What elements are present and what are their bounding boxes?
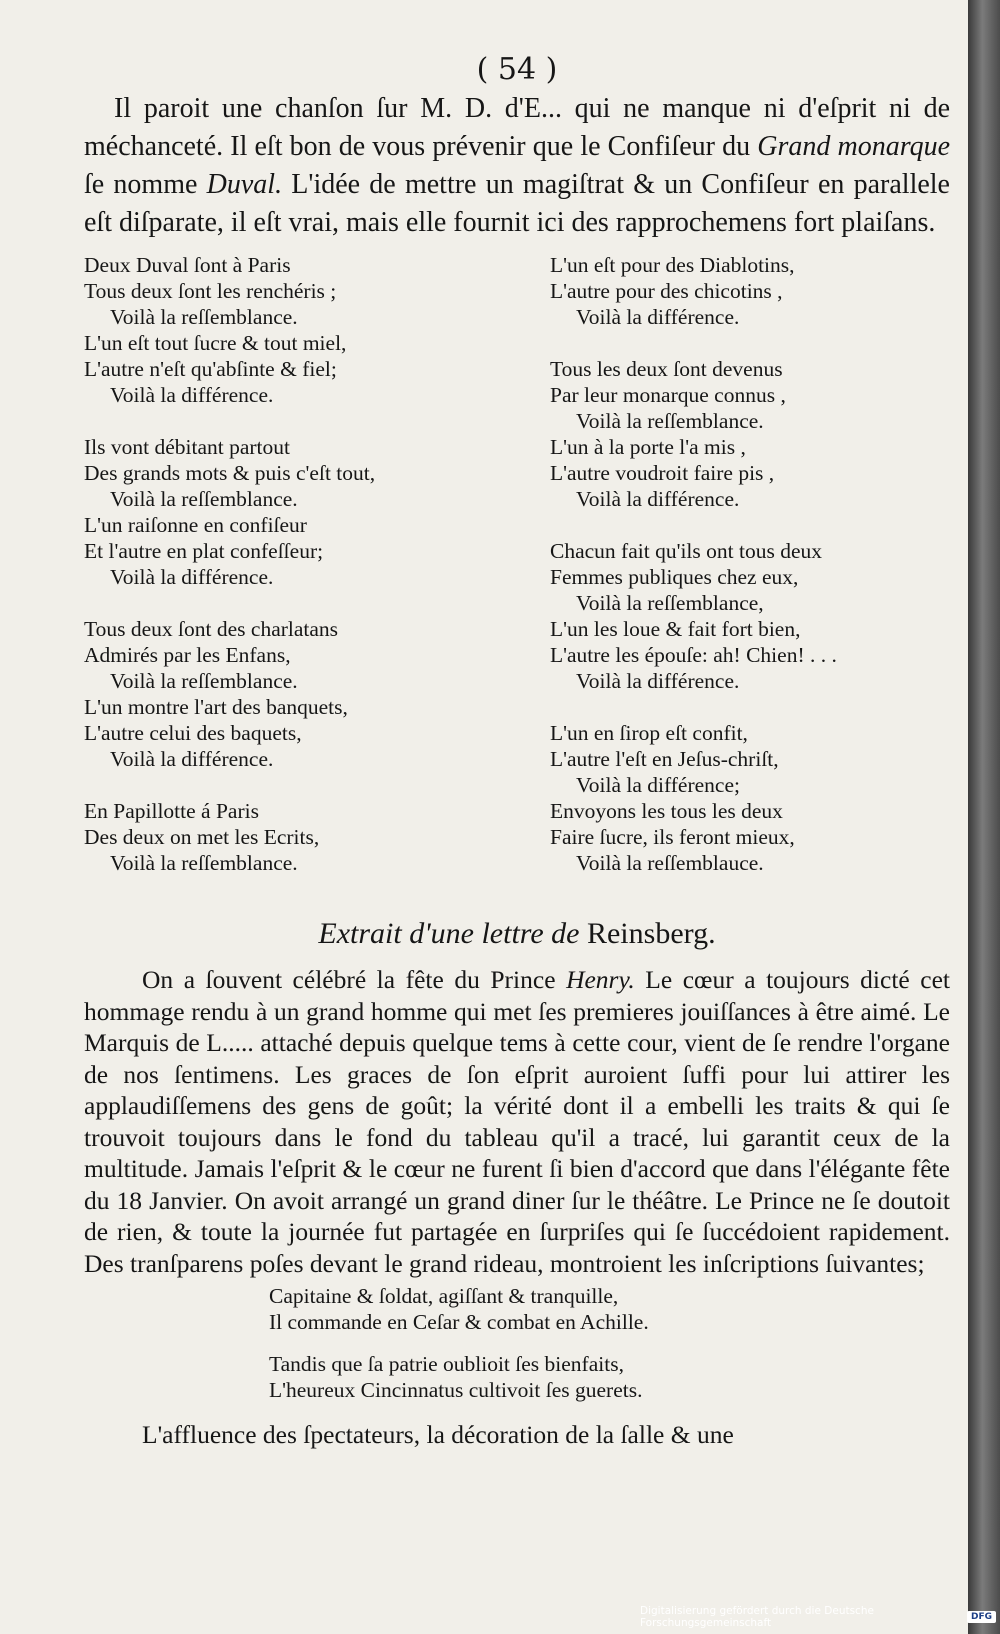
verse-line: L'autre voudroit faire pis ,: [550, 461, 775, 485]
verse-line: L'un les loue & fait fort bien,: [550, 617, 801, 641]
letter-paragraph: [84, 964, 950, 1279]
verse-line: L'un en ſirop eſt confit,: [550, 721, 748, 745]
digitization-footer: [640, 1606, 996, 1628]
verse-line: Tous les deux ſont devenus: [550, 357, 783, 381]
verse-line: L'autre celui des baquets,: [84, 721, 302, 745]
verse-line: L'autre n'eſt qu'abſinte & fiel;: [84, 357, 337, 381]
dfg-logo: DFG: [967, 1611, 996, 1623]
inscription-line: L'heureux Cincinnatus cultivoit ſes guerets.: [269, 1378, 643, 1402]
refrain-line: Voilà la reſſemblance.: [110, 487, 298, 511]
footer-credit: Digitalisierung gefördert durch die Deutsche Forschungsgemeinschaft: [640, 1605, 874, 1629]
intro-text-2: ſe nomme: [84, 169, 207, 200]
inscription-line: Tandis que ſa patrie oublioit ſes bienfaits,: [269, 1352, 624, 1376]
verse-line: Faire ſucre, ils feront mieux,: [550, 825, 795, 849]
verse-line: Deux Duval ſont à Paris: [84, 253, 291, 277]
refrain-line: Voilà la différence.: [110, 747, 274, 771]
refrain-line: Voilà la reſſemblauce.: [576, 851, 764, 875]
stanza: [550, 252, 950, 330]
intro-text-3: L'idée de mettre un magiſtrat & un Confiſeur en parallele eſt diſparate, il eſt vrai, mais elle fournit ici des rapprochemens fort plaiſans.: [84, 169, 950, 238]
verse-line: L'un montre l'art des banquets,: [84, 695, 348, 719]
refrain-line: Voilà la différence.: [576, 305, 740, 329]
intro-paragraph: [84, 90, 950, 242]
page-edge: [968, 0, 1000, 1634]
inscription-line: Il commande en Ceſar & combat en Achille.: [269, 1310, 649, 1334]
refrain-line: Voilà la différence.: [110, 383, 274, 407]
verse-line: Ils vont débitant partout: [84, 435, 291, 459]
song-left-column: [84, 252, 514, 902]
verse-line: L'autre l'eſt en Jeſus-chriſt,: [550, 747, 779, 771]
letter-heading-place: Reinsberg.: [579, 917, 716, 950]
intro-italic-duval: Duval.: [206, 169, 283, 200]
verse-line: En Papillotte á Paris: [84, 799, 259, 823]
verse-line: L'autre les épouſe: ah! Chien! . . .: [550, 643, 837, 667]
letter-text-1: On a ſouvent célébré la fête du Prince: [142, 965, 567, 994]
intro-text: [84, 90, 950, 242]
verse-line: Des grands mots & puis c'eſt tout,: [84, 461, 376, 485]
stanza: [550, 538, 950, 694]
song-verses: [84, 252, 950, 902]
verse-line: L'un eſt pour des Diablotins,: [550, 253, 795, 277]
letter-italic-henry: Henry.: [566, 965, 635, 994]
inscription: [269, 1351, 950, 1403]
stanza: [550, 720, 950, 876]
inscription-line: Capitaine & ſoldat, agiſſant & tranquille,: [269, 1284, 619, 1308]
verse-line: Des deux on met les Ecrits,: [84, 825, 320, 849]
refrain-line: Voilà la reſſemblance,: [576, 591, 764, 615]
verse-line: Chacun fait qu'ils ont tous deux: [550, 539, 822, 563]
intro-text-1: Il paroit une chanſon ſur M. D. d'E... qui ne manque ni d'eſprit ni de méchanceté. Il eſt bon de vous prévenir que le Confiſeur du: [84, 93, 950, 162]
page-number: ( 54 ): [476, 52, 558, 87]
refrain-line: Voilà la reſſemblance.: [576, 409, 764, 433]
stanza: [84, 434, 514, 590]
inscription: [269, 1283, 950, 1335]
song-right-column: [550, 252, 950, 902]
verse-line: L'un eſt tout ſucre & tout miel,: [84, 331, 347, 355]
letter-text-2: Le cœur a toujours dicté cet hommage rendu à un grand homme qui met ſes premieres jouiſſances à être aimé. Le Marquis de L..... attaché depuis quelque tems à cette cour, vient de ſe rendre l'organe de nos ſentimens. Les graces de ſon eſprit auroient ſuffi pour lui attirer les applaudiſſemens des gens de goût; la vérité dont il a embelli les traits & qui ſe trouvoit toujours dans le fond du tableau qu'il a tracé, lui garantit ceux de la multitude. Jamais l'eſprit & le cœur ne furent ſi bien d'accord que dans l'élégante fête du 18 Janvier. On avoit arrangé un grand diner ſur le théâtre. Le Prince ne ſe doutoit de rien, & toute la journée fut partagée en ſurpriſes qui ſe ſuccédoient rapidement. Des tranſparens poſes devant le grand rideau, montroient les inſcriptions ſuivantes;: [84, 965, 950, 1278]
letter-heading: [84, 914, 950, 954]
refrain-line: Voilà la différence.: [576, 487, 740, 511]
verse-line: Envoyons les tous les deux: [550, 799, 783, 823]
verse-line: L'un à la porte l'a mis ,: [550, 435, 746, 459]
refrain-line: Voilà la différence.: [576, 669, 740, 693]
refrain-line: Voilà la reſſemblance.: [110, 851, 298, 875]
stanza: [84, 798, 514, 876]
page-content: [84, 52, 950, 1450]
stanza: [84, 616, 514, 772]
letter-heading-italic: Extrait d'une lettre de: [318, 917, 580, 950]
refrain-line: Voilà la reſſemblance.: [110, 305, 298, 329]
verse-line: Admirés par les Enfans,: [84, 643, 291, 667]
verse-line: Et l'autre en plat confeſſeur;: [84, 539, 324, 563]
verse-line: Femmes publiques chez eux,: [550, 565, 799, 589]
stanza: [550, 356, 950, 512]
inscriptions: [269, 1283, 950, 1403]
verse-line: Tous deux ſont des charlatans: [84, 617, 339, 641]
verse-line: L'autre pour des chicotins ,: [550, 279, 783, 303]
verse-line: L'un raiſonne en confiſeur: [84, 513, 307, 537]
refrain-line: Voilà la reſſemblance.: [110, 669, 298, 693]
stanza: [84, 252, 514, 408]
letter-body: [84, 964, 950, 1279]
intro-italic-grand-monarque: Grand monarque: [757, 131, 950, 162]
verse-line: Par leur monarque connus ,: [550, 383, 786, 407]
refrain-line: Voilà la différence.: [110, 565, 274, 589]
refrain-line: Voilà la différence;: [576, 773, 740, 797]
final-text: L'affluence des ſpectateurs, la décoration de la ſalle & une: [142, 1420, 734, 1449]
final-paragraph: [84, 1419, 950, 1450]
verse-line: Tous deux ſont les renchéris ;: [84, 279, 337, 303]
